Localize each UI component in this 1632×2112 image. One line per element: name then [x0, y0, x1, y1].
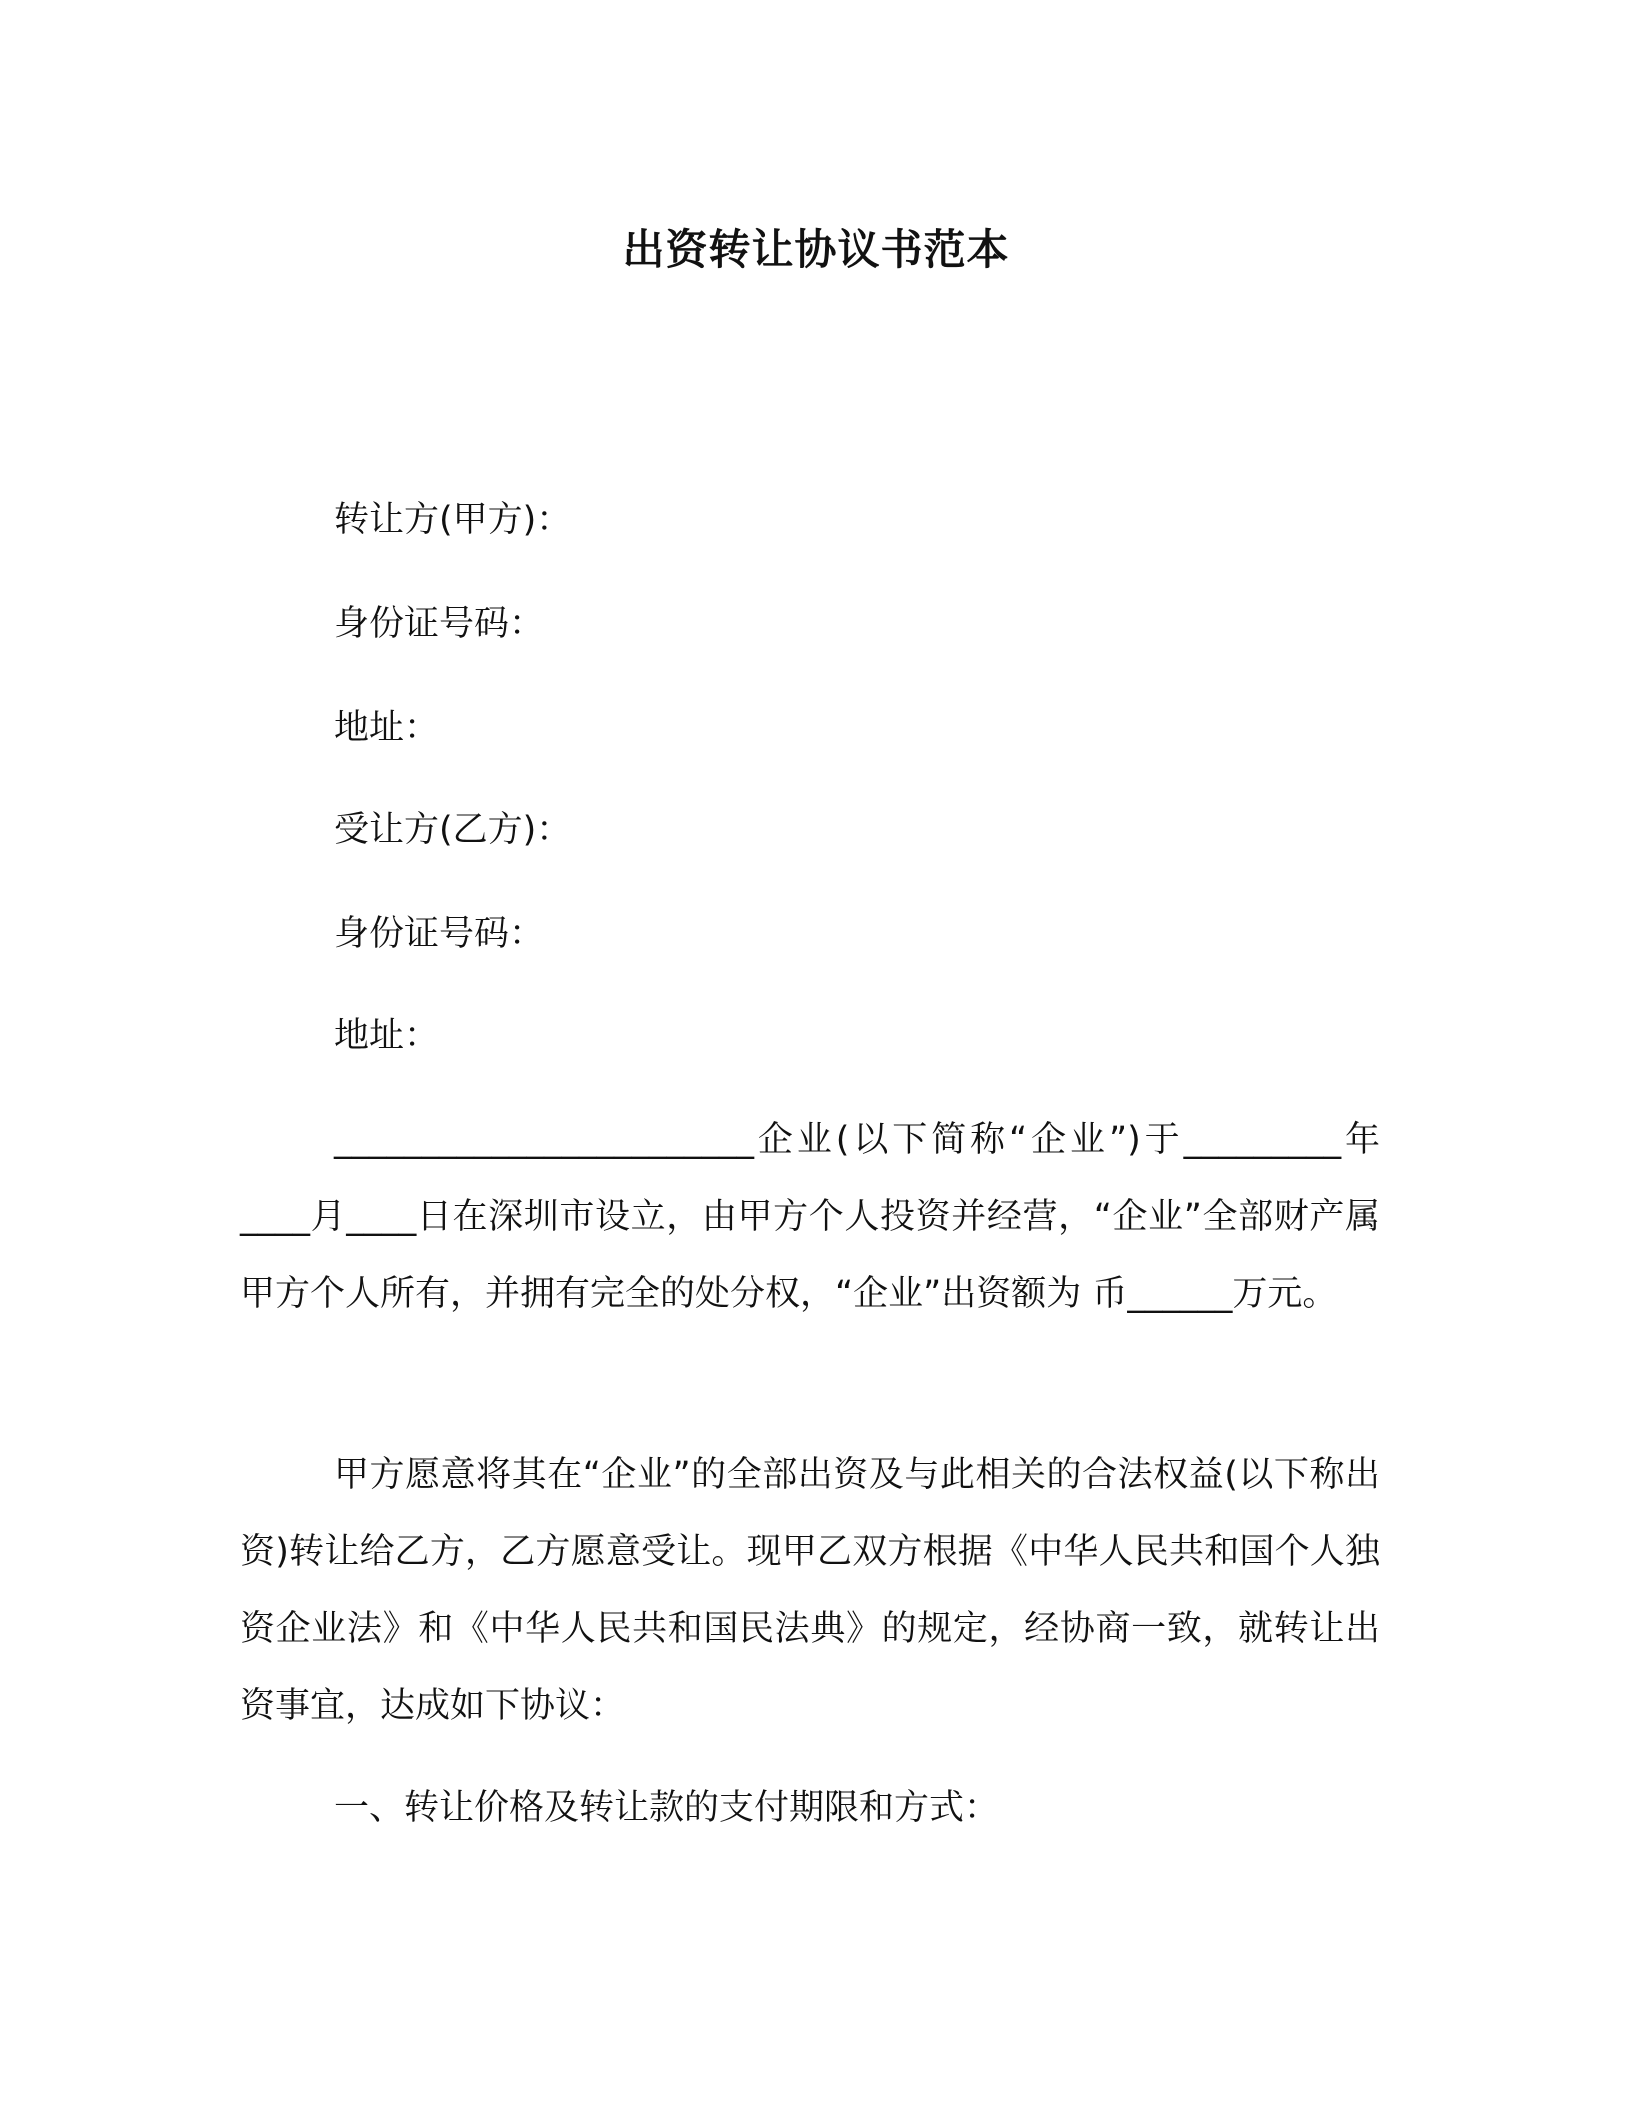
transferor-id-field: 身份证号码： [334, 604, 545, 644]
document-title: 出资转让协议书范本 [622, 225, 1010, 274]
enterprise-paragraph: ________________________企业(以下简称“企业”)于_________年____月____日在深圳市设立，由甲方个人投资并经营，“企业”全部财产属甲方个人所有，并拥有完全的处分权，“企业”出资额为 币______万元。 [240, 1120, 1380, 1314]
transferor-address-field: 地址： [334, 708, 440, 748]
transferee-id-field: 身份证号码： [334, 914, 545, 954]
transferee-address-field: 地址： [334, 1016, 440, 1056]
section-heading-price-payment: 一、转让价格及转让款的支付期限和方式： [334, 1788, 1000, 1828]
transfer-agreement-paragraph: 甲方愿意将其在“企业”的全部出资及与此相关的合法权益(以下称出资)转让给乙方，乙方愿意受让。现甲乙双方根据《中华人民共和国个人独资企业法》和《中华人民共和国民法典》的规定，经协商一致，就转让出资事宜，达成如下协议： [240, 1455, 1380, 1726]
transferor-field: 转让方(甲方)： [334, 500, 572, 540]
transferee-field: 受让方(乙方)： [334, 810, 572, 850]
